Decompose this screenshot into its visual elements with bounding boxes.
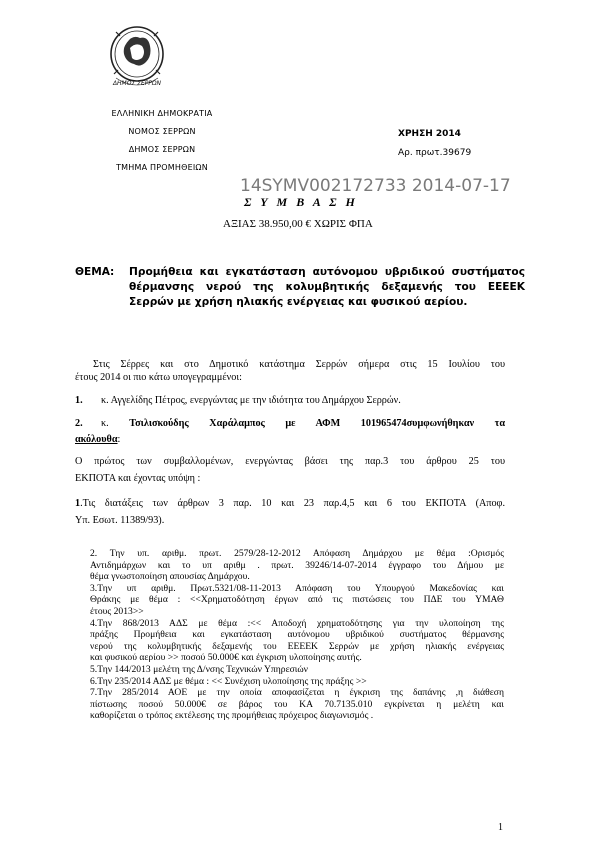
party-2-number: 2. [75, 418, 83, 429]
item-2-line-1: 2. Την υπ. αριθμ. πρωτ. 2579/28-12-2012 Απόφαση Δημάρχου με θέμα :Ορισμός [90, 548, 504, 559]
party-1-text: κ. Αγγελίδης Πέτρος, ενεργώντας με την ιδιότητα του Δημάρχου Σερρών. [101, 395, 401, 406]
subject-label: ΘΕΜΑ: [75, 266, 115, 278]
considerations-list [90, 548, 504, 722]
party-2-colon: : [117, 434, 121, 445]
header-line-prefecture: ΝΟΜΟΣ ΣΕΡΡΩΝ [128, 127, 196, 136]
item-5: 5.Την 144/2013 μελέτη της Δ/νσης Τεχνικών Υπηρεσιών [90, 663, 309, 675]
subject-line-1: Προμήθεια και εγκατάσταση αυτόνομου υβριδικού συστήματος [129, 266, 525, 278]
protocol-number: Αρ. πρωτ.39679 [398, 148, 472, 158]
subject-line-2: θέρμανσης νερού της κολυμβητικής δεξαμενής του ΕΕΕΕΚ [129, 281, 525, 293]
party-2-prefix: κ. [101, 418, 109, 429]
item-3-line-3: έτους 2013>> [90, 605, 144, 617]
fiscal-year: ΧΡΗΣΗ 2014 [398, 129, 461, 139]
item-3-line-2: Θράκης με θέμα : <<Χρηματοδότηση έργων από τις πιστώσεις του ΠΔΕ του ΥΜΑΘ [90, 594, 504, 606]
item-4-line-3: νερού της κολυμβητικής δεξαμενής του ΕΕΕΕΚ Σερρών με χρήση ηλιακής ενέργειας [90, 640, 504, 652]
subject-block [75, 265, 525, 310]
intro-line-1: Στις Σέρρες και στο Δημοτικό κατάστημα Σερρών σήμερα στις 15 Ιουλίου του [93, 359, 505, 370]
party-1-number: 1. [75, 395, 83, 406]
party-1 [75, 394, 505, 407]
party-2 [75, 417, 505, 430]
intro-line-2: έτους 2014 οι πιο κάτω υπογεγραμμένοι: [75, 372, 242, 383]
body-text [75, 358, 505, 527]
item-1-line-1 [75, 497, 505, 510]
first-party-line-1: Ο πρώτος των συμβαλλομένων, ενεργώντας βάσει της παρ.3 του άρθρου 25 του [75, 456, 505, 467]
header-line-republic: ΕΛΛΗΝΙΚΗ ΔΗΜΟΚΡΑΤΙΑ [111, 109, 213, 118]
item-7-line-1: 7.Την 285/2014 ΑΟΕ με την οποία αποφασίζεται η έγκριση της δαπάνης ,η διάθεση [90, 687, 504, 699]
header-line-municipality: ΔΗΜΟΣ ΣΕΡΡΩΝ [128, 145, 196, 154]
document-title: Σ Υ Μ Β Α Σ Η [244, 195, 358, 209]
party-2-continued-text: ακόλουθα [75, 434, 118, 445]
item-6: 6.Την 235/2014 ΑΔΣ με θέμα : << Συνέχιση υλοποίησης της πράξης >> [90, 675, 367, 687]
contract-value: ΑΞΙΑΣ 38.950,00 € ΧΩΡΙΣ ΦΠΑ [223, 218, 373, 230]
first-party-line-2: ΕΚΠΟΤΑ και έχοντας υπόψη : [75, 473, 201, 484]
item-7-line-2: πίστωσης ποσού 50.000€ σε βάρος του ΚΑ 70.7135.010 εγκρίνεται η μελέτη και [90, 698, 504, 710]
item-4-line-1: 4.Την 868/2013 ΑΔΣ με θέμα :<< Αποδοχή χρηματοδότησης για την υλοποίηση της [90, 617, 504, 629]
item-2-line-2: Αντιδημάρχων και το υπ αριθμ . πρωτ. 39246/14-07-2014 έγγραφο του Δήμου με [90, 559, 504, 571]
item-1-number: 1 [75, 498, 81, 509]
page-number: 1 [498, 822, 503, 833]
header-line-department: ΤΜΗΜΑ ΠΡΟΜΗΘΕΙΩΝ [116, 163, 208, 172]
diavgeia-stamp: 14SYMV002172733 2014-07-17 [240, 176, 511, 196]
item-1-line-2: Υπ. Εσωτ. 11389/93). [75, 515, 165, 526]
item-7-line-3: καθορίζεται ο τρόπος εκτέλεσης της προμήθειας πρόχειρος διαγωνισμός . [90, 710, 374, 722]
seal-text: ΔΗΜΟΣ ΣΕΡΡΩΝ [112, 80, 162, 87]
item-2-line-3: θέμα γνωστοποίηση απουσίας Δημάρχου. [90, 571, 250, 583]
item-4-line-2: πράξης Προμήθεια και εγκατάσταση αυτόνομου υβριδικού συστήματος θέρμανσης [90, 629, 504, 641]
item-1-text: .Τις διατάξεις των άρθρων 3 παρ. 10 και 23 παρ.4,5 και 6 του ΕΚΠΟΤΑ (Αποφ. [80, 498, 505, 509]
subject-line-3: Σερρών με χρήση ηλιακής ενέργειας και φυσικού αερίου. [129, 296, 468, 308]
item-4-line-4: και φυσικού αερίου >> ποσού 50.000€ και έγκριση υλοποίησης αυτής. [90, 652, 362, 664]
party-2-name: Τσιλισκούδης Χαράλαμπος με ΑΦΜ 101965474συμφωνήθηκαν τα [129, 418, 506, 429]
municipality-seal-logo [106, 22, 168, 94]
item-3-line-1: 3.Την υπ αριθμ. Πρωτ.5321/08-11-2013 Απόφαση του Υπουργού Μακεδονίας και [90, 582, 504, 594]
party-2-continued [75, 433, 505, 446]
